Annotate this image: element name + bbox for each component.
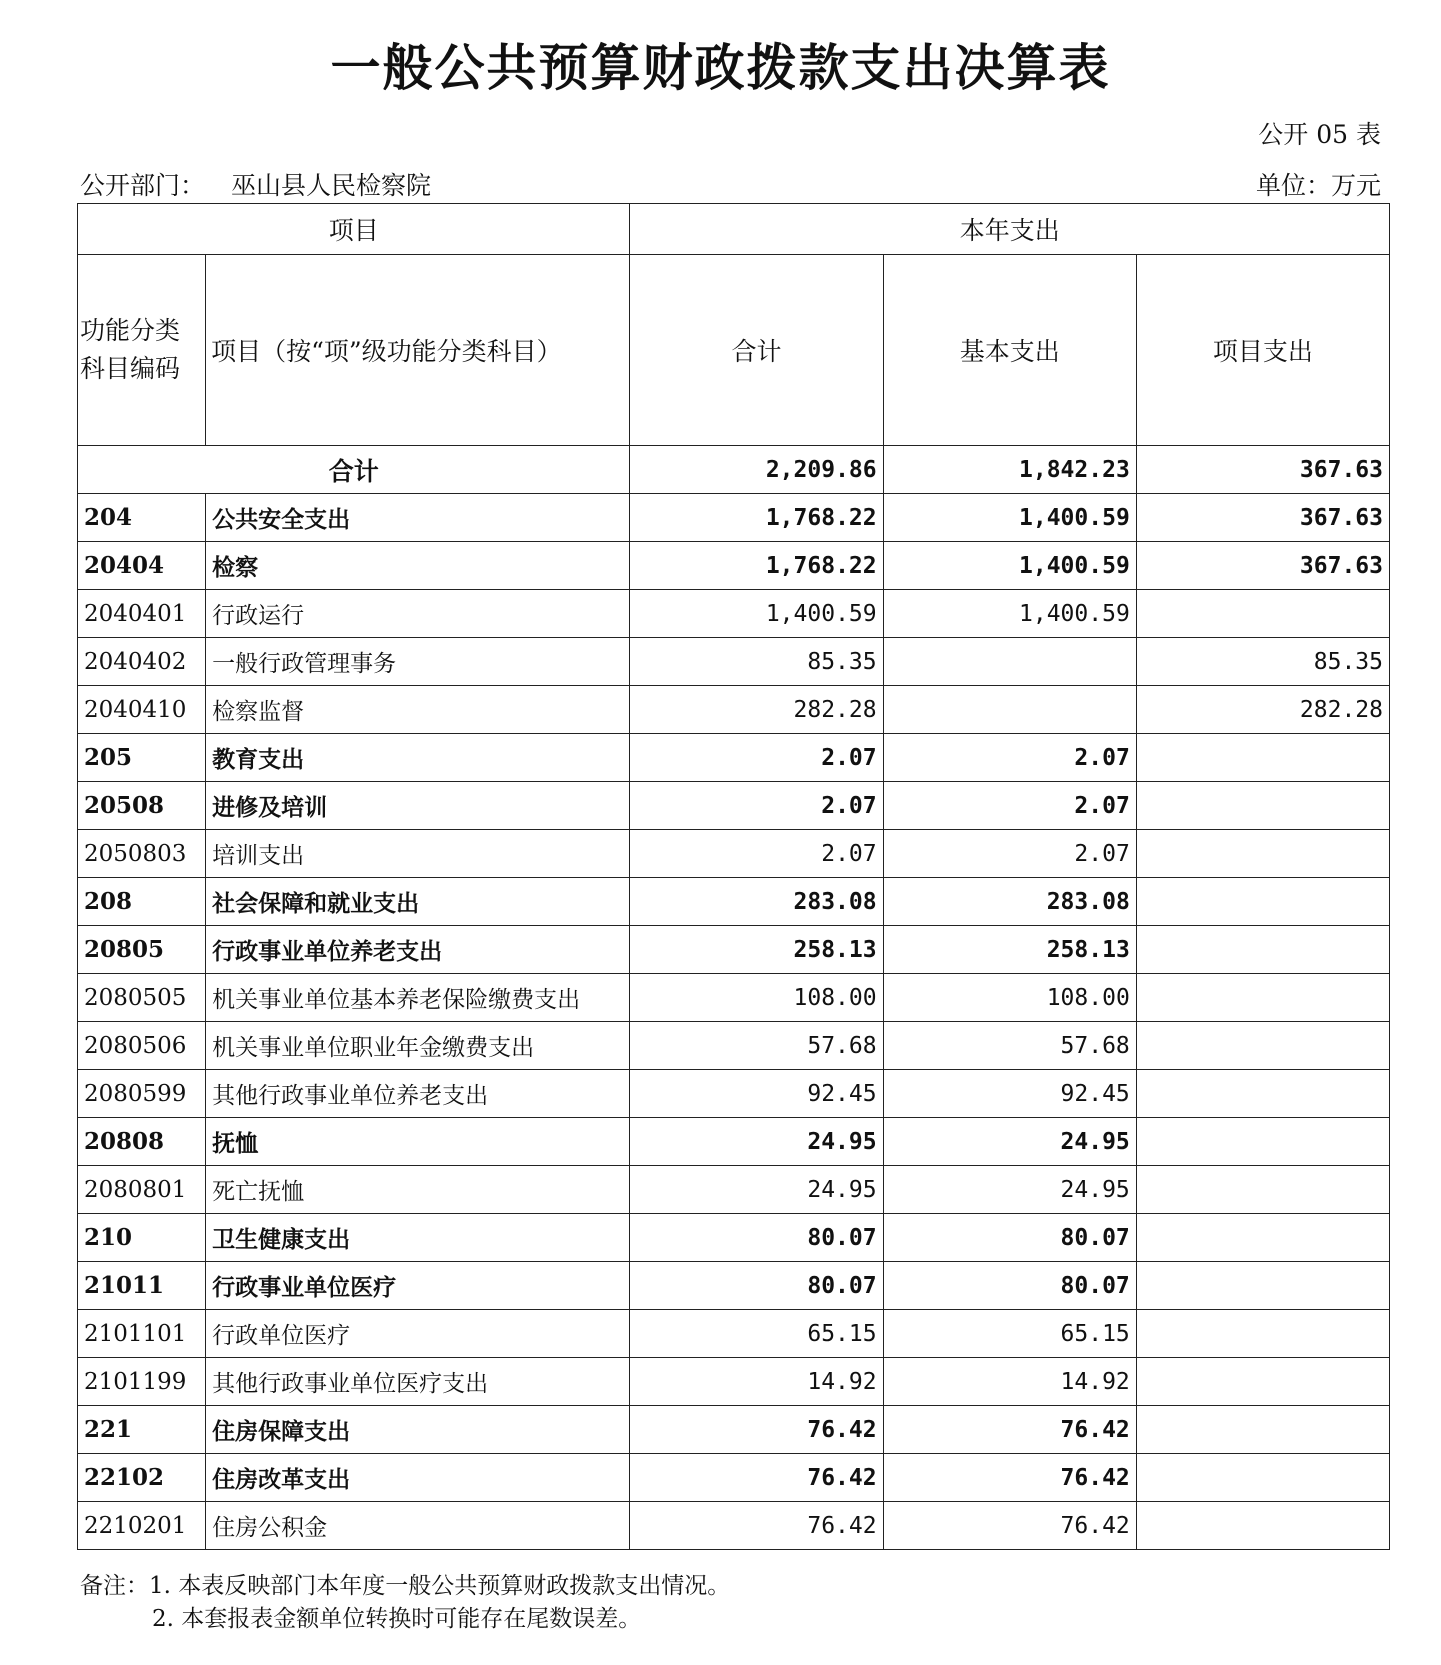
department-label: 公开部门： [80,171,206,200]
cell-total: 80.07 [630,1262,883,1310]
cell-total: 2.07 [630,734,883,782]
cell-basic: 57.68 [883,1022,1136,1070]
cell-total: 76.42 [630,1454,883,1502]
cell-basic: 108.00 [883,974,1136,1022]
cell-project [1136,734,1389,782]
cell-total: 2.07 [630,782,883,830]
cell-code: 2210201 [78,1502,206,1550]
total-project: 367.63 [1136,446,1389,494]
cell-total: 76.42 [630,1502,883,1550]
cell-name: 教育支出 [206,734,630,782]
cell-name: 进修及培训 [206,782,630,830]
cell-name: 行政单位医疗 [206,1310,630,1358]
table-row [78,686,1390,734]
header-item: 项目 [78,204,630,255]
cell-total: 258.13 [630,926,883,974]
cell-name: 机关事业单位基本养老保险缴费支出 [206,974,630,1022]
cell-basic: 76.42 [883,1406,1136,1454]
cell-total: 282.28 [630,686,883,734]
cell-total: 65.15 [630,1310,883,1358]
budget-table [77,203,1390,1550]
cell-name: 培训支出 [206,830,630,878]
table-row [78,974,1390,1022]
table-row [78,590,1390,638]
header-code: 功能分类科目编码 [78,255,206,446]
cell-name: 其他行政事业单位医疗支出 [206,1358,630,1406]
table-row [78,782,1390,830]
cell-project: 85.35 [1136,638,1389,686]
cell-name: 行政事业单位养老支出 [206,926,630,974]
cell-basic [883,638,1136,686]
table-row [78,638,1390,686]
cell-code: 221 [78,1406,206,1454]
cell-code: 2080506 [78,1022,206,1070]
cell-name: 住房保障支出 [206,1406,630,1454]
cell-code: 20508 [78,782,206,830]
cell-name: 其他行政事业单位养老支出 [206,1070,630,1118]
table-row [78,1310,1390,1358]
cell-code: 20404 [78,542,206,590]
cell-total: 24.95 [630,1118,883,1166]
cell-basic: 24.95 [883,1166,1136,1214]
cell-basic: 80.07 [883,1214,1136,1262]
cell-name: 死亡抚恤 [206,1166,630,1214]
cell-total: 92.45 [630,1070,883,1118]
table-row [78,542,1390,590]
header-current-year: 本年支出 [630,204,1390,255]
header-name: 项目（按“项”级功能分类科目） [206,255,630,446]
cell-project [1136,1454,1389,1502]
cell-project [1136,590,1389,638]
table-row [78,1358,1390,1406]
cell-code: 2040402 [78,638,206,686]
cell-total: 1,768.22 [630,494,883,542]
table-row [78,494,1390,542]
cell-basic: 14.92 [883,1358,1136,1406]
cell-name: 社会保障和就业支出 [206,878,630,926]
cell-name: 行政事业单位医疗 [206,1262,630,1310]
cell-name: 住房改革支出 [206,1454,630,1502]
cell-project [1136,1166,1389,1214]
total-amount: 2,209.86 [630,446,883,494]
cell-total: 57.68 [630,1022,883,1070]
cell-code: 205 [78,734,206,782]
table-row [78,1214,1390,1262]
cell-total: 14.92 [630,1358,883,1406]
cell-project [1136,974,1389,1022]
cell-total: 1,400.59 [630,590,883,638]
cell-code: 210 [78,1214,206,1262]
table-row [78,830,1390,878]
cell-code: 20808 [78,1118,206,1166]
cell-basic: 258.13 [883,926,1136,974]
table-row [78,1022,1390,1070]
cell-project [1136,878,1389,926]
cell-project [1136,1358,1389,1406]
cell-basic: 76.42 [883,1454,1136,1502]
cell-basic [883,686,1136,734]
cell-basic: 1,400.59 [883,590,1136,638]
cell-total: 108.00 [630,974,883,1022]
form-number: 公开 05 表 [1258,120,1381,149]
cell-basic: 2.07 [883,830,1136,878]
cell-project [1136,1406,1389,1454]
cell-project [1136,1310,1389,1358]
cell-basic: 80.07 [883,1262,1136,1310]
cell-total: 2.07 [630,830,883,878]
cell-project: 367.63 [1136,542,1389,590]
cell-name: 卫生健康支出 [206,1214,630,1262]
cell-project: 282.28 [1136,686,1389,734]
page-title: 一般公共预算财政拨款支出决算表 [330,39,1111,97]
cell-code: 21011 [78,1262,206,1310]
notes [80,1570,730,1636]
cell-project [1136,1262,1389,1310]
table-row [78,926,1390,974]
cell-basic: 2.07 [883,782,1136,830]
table-row [78,1502,1390,1550]
department [80,166,431,202]
cell-project [1136,830,1389,878]
cell-project: 367.63 [1136,494,1389,542]
cell-name: 行政运行 [206,590,630,638]
table-row [78,1118,1390,1166]
cell-total: 24.95 [630,1166,883,1214]
cell-code: 2080801 [78,1166,206,1214]
cell-basic: 283.08 [883,878,1136,926]
cell-project [1136,1214,1389,1262]
department-name: 巫山县人民检察院 [231,171,432,200]
table-row [78,1454,1390,1502]
cell-basic: 24.95 [883,1118,1136,1166]
cell-project [1136,782,1389,830]
cell-name: 抚恤 [206,1118,630,1166]
cell-code: 2040410 [78,686,206,734]
total-label: 合计 [78,446,630,494]
cell-code: 208 [78,878,206,926]
cell-code: 22102 [78,1454,206,1502]
note-line-2: 2. 本套报表金额单位转换时可能存在尾数误差。 [152,1606,642,1632]
note-line-1: 备注：1. 本表反映部门本年度一般公共预算财政拨款支出情况。 [80,1573,731,1599]
header-total: 合计 [630,255,883,446]
cell-code: 204 [78,494,206,542]
cell-total: 85.35 [630,638,883,686]
cell-project [1136,1118,1389,1166]
cell-basic: 1,400.59 [883,542,1136,590]
cell-project [1136,1070,1389,1118]
table-row [78,1166,1390,1214]
cell-code: 2080505 [78,974,206,1022]
cell-basic: 65.15 [883,1310,1136,1358]
total-basic: 1,842.23 [883,446,1136,494]
cell-name: 住房公积金 [206,1502,630,1550]
table-row [78,1406,1390,1454]
cell-basic: 2.07 [883,734,1136,782]
cell-basic: 92.45 [883,1070,1136,1118]
header-row-columns [78,255,1390,446]
header-row-top [78,204,1390,255]
table-row [78,1262,1390,1310]
cell-basic: 1,400.59 [883,494,1136,542]
table-row [78,878,1390,926]
unit-label: 单位：万元 [1255,171,1381,200]
cell-total: 1,768.22 [630,542,883,590]
cell-name: 公共安全支出 [206,494,630,542]
cell-project [1136,926,1389,974]
cell-code: 2080599 [78,1070,206,1118]
cell-name: 机关事业单位职业年金缴费支出 [206,1022,630,1070]
cell-name: 检察监督 [206,686,630,734]
cell-total: 283.08 [630,878,883,926]
table-row [78,734,1390,782]
header-project: 项目支出 [1136,255,1389,446]
cell-basic: 76.42 [883,1502,1136,1550]
table-row [78,1070,1390,1118]
cell-name: 检察 [206,542,630,590]
cell-code: 2050803 [78,830,206,878]
header-basic: 基本支出 [883,255,1136,446]
cell-total: 76.42 [630,1406,883,1454]
cell-name: 一般行政管理事务 [206,638,630,686]
cell-code: 2040401 [78,590,206,638]
total-row [78,446,1390,494]
cell-total: 80.07 [630,1214,883,1262]
cell-code: 20805 [78,926,206,974]
cell-project [1136,1022,1389,1070]
cell-code: 2101101 [78,1310,206,1358]
cell-code: 2101199 [78,1358,206,1406]
cell-project [1136,1502,1389,1550]
